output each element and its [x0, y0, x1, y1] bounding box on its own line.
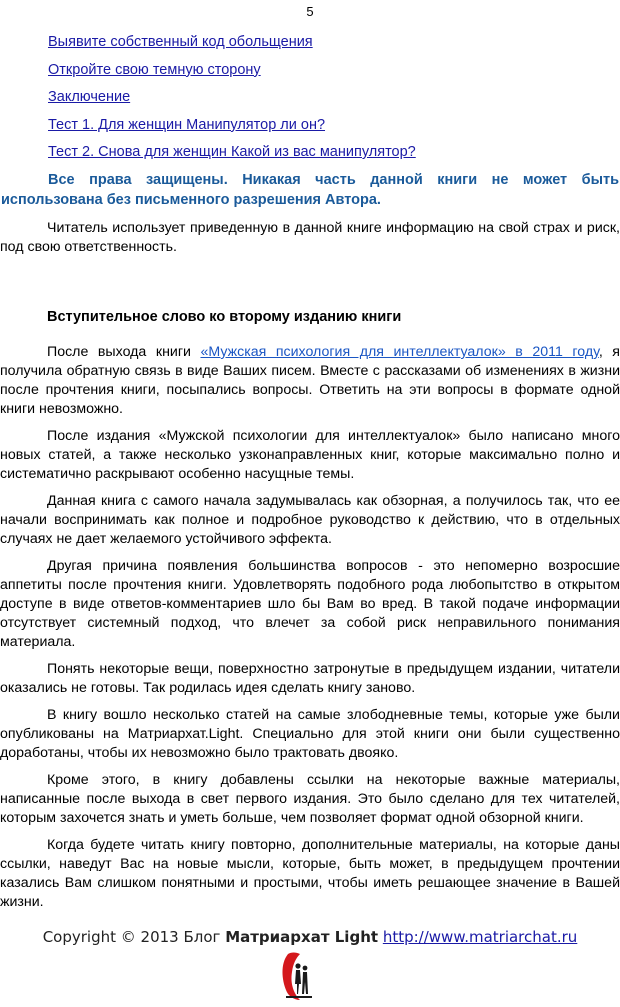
page-footer [0, 928, 620, 946]
paragraph-1-rest: , я получила обратную связь в виде Ваших писем. Вместе с рассказами об изменениях в жизни после прочтения книги, посыпались вопросы. Ответить на эти вопросы в формате одной книги невозможно. [0, 344, 620, 417]
footer-brand: Матриархат Light [225, 928, 379, 946]
paragraph-7: Кроме этого, в книгу добавлены ссылки на некоторые важные материалы, написанные после выхода в свет первого издания. Это было сделано для тех читателей, которым захочется знать и уметь больше, чем позволяет формат одной обзорной книги. [0, 772, 620, 826]
section-heading: Вступительное слово ко второму изданию книги [47, 309, 402, 325]
matriarchat-logo-icon [276, 950, 316, 1004]
footer-url-link[interactable]: http://www.matriarchat.ru [382, 928, 578, 946]
toc-link-test-1[interactable]: Тест 1. Для женщин Манипулятор ли он? [48, 116, 326, 133]
toc-link-test-2[interactable]: Тест 2. Снова для женщин Какой из вас манипулятор? [48, 144, 416, 160]
paragraph-3: Данная книга с самого начала задумывалась как обзорная, а получилось так, что ее начали воспринимать как полное и подробное руководство к действию, что в отдельных случаях не дает желаемого устойчивого эффекта. [0, 493, 620, 547]
copyright-notice [0, 170, 620, 210]
paragraph-1 [0, 343, 620, 419]
toc-link-conclusion[interactable]: Заключение [48, 89, 131, 105]
rights-text: Все права защищены. Никакая часть данной книги не может быть использована без письменного разрешения Автора. [1, 172, 619, 208]
paragraph-5: Понять некоторые вещи, поверхностно затронутые в предыдущем издании, читатели оказались не готовы. Так родилась идея сделать книгу заново. [0, 661, 620, 696]
toc-link-seduction-code[interactable]: Выявите собственный код обольщения [48, 34, 313, 50]
page-number: 5 [306, 4, 314, 19]
disclaimer-text: Читатель использует приведенную в данной книге информацию на свой страх и риск, под свою ответственность. [0, 220, 620, 255]
paragraph-8: Когда будете читать книгу повторно, дополнительные материалы, на которые даны ссылки, наведут Вас на новые мысли, которые, быть может, в предыдущем прочтении казались Вам слишком понятными и простыми, чтобы иметь решающее значение в Вашей жизни. [0, 837, 620, 910]
paragraph-2: После издания «Мужской психологии для интеллектуалок» было написано много новых статей, а также несколько узконаправленных книг, которые максимально полно и систематично раскрывают особенно насущные темы. [0, 428, 620, 482]
paragraph-1-lead: После выхода книги [47, 344, 201, 360]
disclaimer-block [0, 219, 620, 265]
main-text [0, 343, 620, 920]
paragraph-6: В книгу вошло несколько статей на самые злободневные темы, которые уже были опубликованы на Матриархат.Light. Специально для этой книги они были существенно доработаны, чтобы их невозможно было трактовать двояко. [0, 707, 620, 761]
paragraph-4: Другая причина появления большинства вопросов - это непомерно возросшие аппетиты после прочтения книги. Удовлетворять подобного рода любопытство в открытом доступе в виде ответов-комментариев шло бы Вам во вред. В такой подаче информации отсутствует системный подход, что влечет за собой риск неправильного понимания материала. [0, 558, 620, 650]
book-link[interactable]: «Мужская психология для интеллектуалок» в 2011 году [200, 344, 599, 360]
toc-link-dark-side[interactable]: Откройте свою темную сторону [48, 61, 261, 78]
table-of-contents [48, 32, 416, 170]
footer-copyright: Copyright © 2013 Блог [42, 928, 226, 946]
